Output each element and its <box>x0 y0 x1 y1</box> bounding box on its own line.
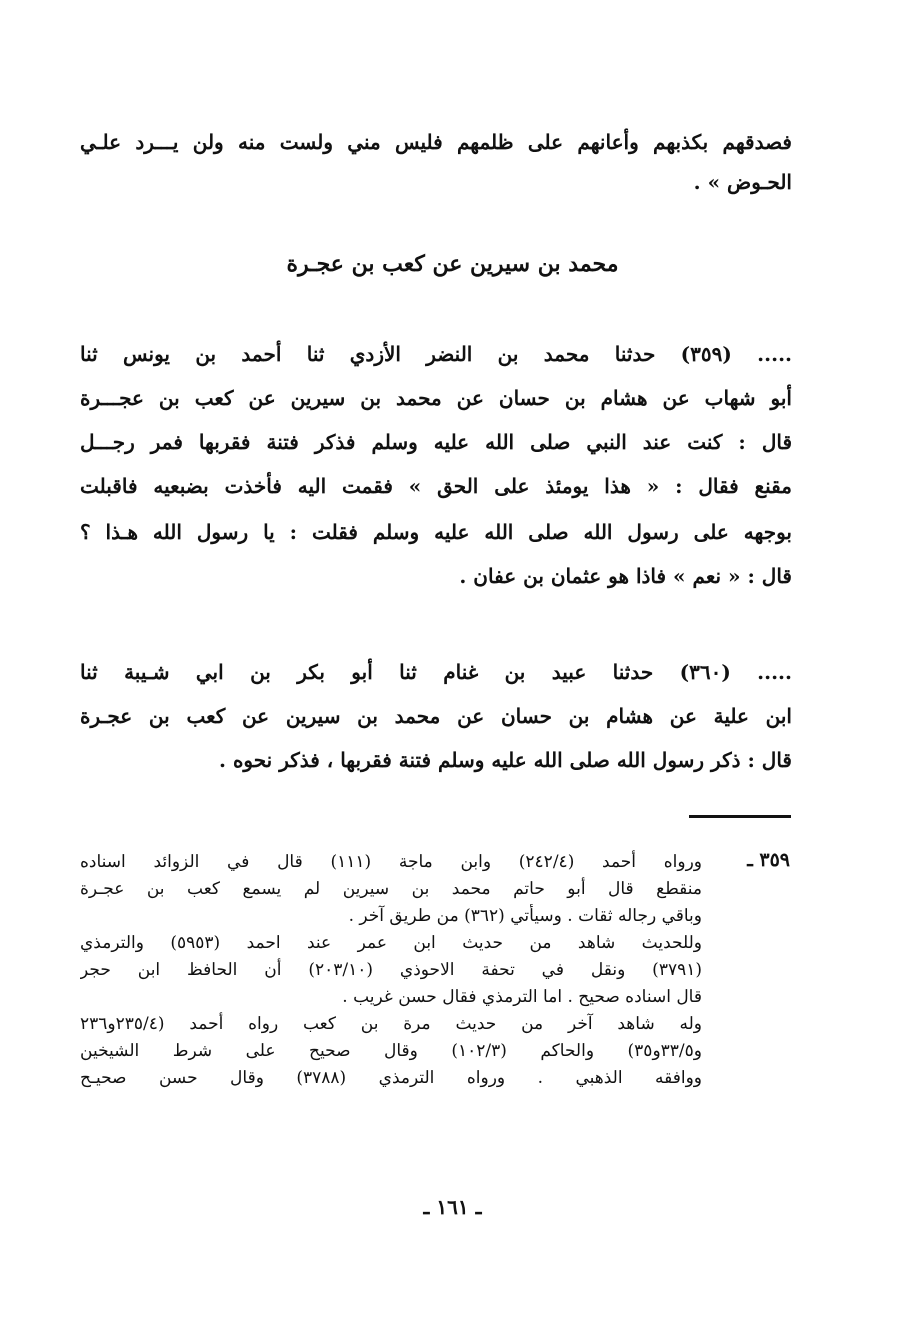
hadith-360-line-3: قال : ذكر رسول الله صلى الله عليه وسلم فتنة فقربها ، فذكر نحوه . <box>219 748 792 772</box>
hadith-359-line-1: ..... (٣٥٩) حدثنا محمد بن النضر الأزدي ثنا أحمد بن يونس ثنا <box>80 342 792 366</box>
footnote-line-3: وباقي رجاله ثقات . وسيأتي (٣٦٢) من طريق آخر . <box>348 906 702 926</box>
footnote-line-1: ورواه أحمد (٢٤٢/٤) وابن ماجة (١١١) قال في الزوائد اسناده <box>80 852 702 872</box>
section-heading: محمد بن سيرين عن كعب بن عجـرة <box>286 251 619 277</box>
footnote-line-6: قال اسناده صحيح . اما الترمذي فقال حسن غريب . <box>342 987 702 1007</box>
continuation-line-1: فصدقهم بكذبهم وأعانهم على ظلمهم فليس مني ولست منه ولن يـــرد علـي <box>80 130 792 154</box>
hadith-359-line-4: مقنع فقال : « هذا يومئذ على الحق » فقمت اليه فأخذت بضبعيه فاقبلت <box>80 474 792 498</box>
footnote-line-9: ووافقه الذهبي . ورواه الترمذي (٣٧٨٨) وقال حسن صحيـح <box>80 1068 702 1088</box>
footnote-line-4: وللحديث شاهد من حديث ابن عمر عند احمد (٥٩٥٣) والترمذي <box>80 933 702 953</box>
hadith-360-line-1: ..... (٣٦٠) حدثنا عبيد بن غنام ثنا أبو بكر بن ابي شـيبة ثنا <box>80 660 792 684</box>
footnote-line-5: (٣٧٩١) ونقل في تحفة الاحوذي (٢٠٣/١٠) أن الحافظ ابن حجر <box>80 960 702 980</box>
hadith-360-line-2: ابن علية عن هشام بن حسان عن محمد بن سيرين عن كعب بن عجـرة <box>80 704 792 728</box>
hadith-359-line-5: بوجهه على رسول الله صلى الله عليه وسلم فقلت : يا رسول الله هـذا ؟ <box>80 520 792 544</box>
hadith-359-line-2: أبو شهاب عن هشام بن حسان عن محمد بن سيرين عن كعب بن عجـــرة <box>80 386 792 410</box>
continuation-line-2: الحـوض » . <box>693 170 792 194</box>
hadith-359-line-3: قال : كنت عند النبي صلى الله عليه وسلم فذكر فتنة فقربها فمر رجـــل <box>80 430 792 454</box>
hadith-359-line-6: قال : « نعم » فاذا هو عثمان بن عفان . <box>459 564 792 588</box>
footnote-line-8: و٣٣/٥و٣٥) والحاكم (١٠٢/٣) وقال صحيح على شرط الشيخين <box>80 1041 702 1061</box>
footnote-line-7: وله شاهد آخر من حديث مرة بن كعب رواه أحمد (٢٣٥/٤و٢٣٦ <box>80 1014 702 1034</box>
footnote-number: ٣٥٩ ـ <box>747 849 790 871</box>
footnote-divider <box>689 815 791 818</box>
footnote-line-2: منقطع قال أبو حاتم محمد بن سيرين لم يسمع كعب بن عجـرة <box>80 879 702 899</box>
page-number: ـ ١٦١ ـ <box>423 1195 482 1219</box>
